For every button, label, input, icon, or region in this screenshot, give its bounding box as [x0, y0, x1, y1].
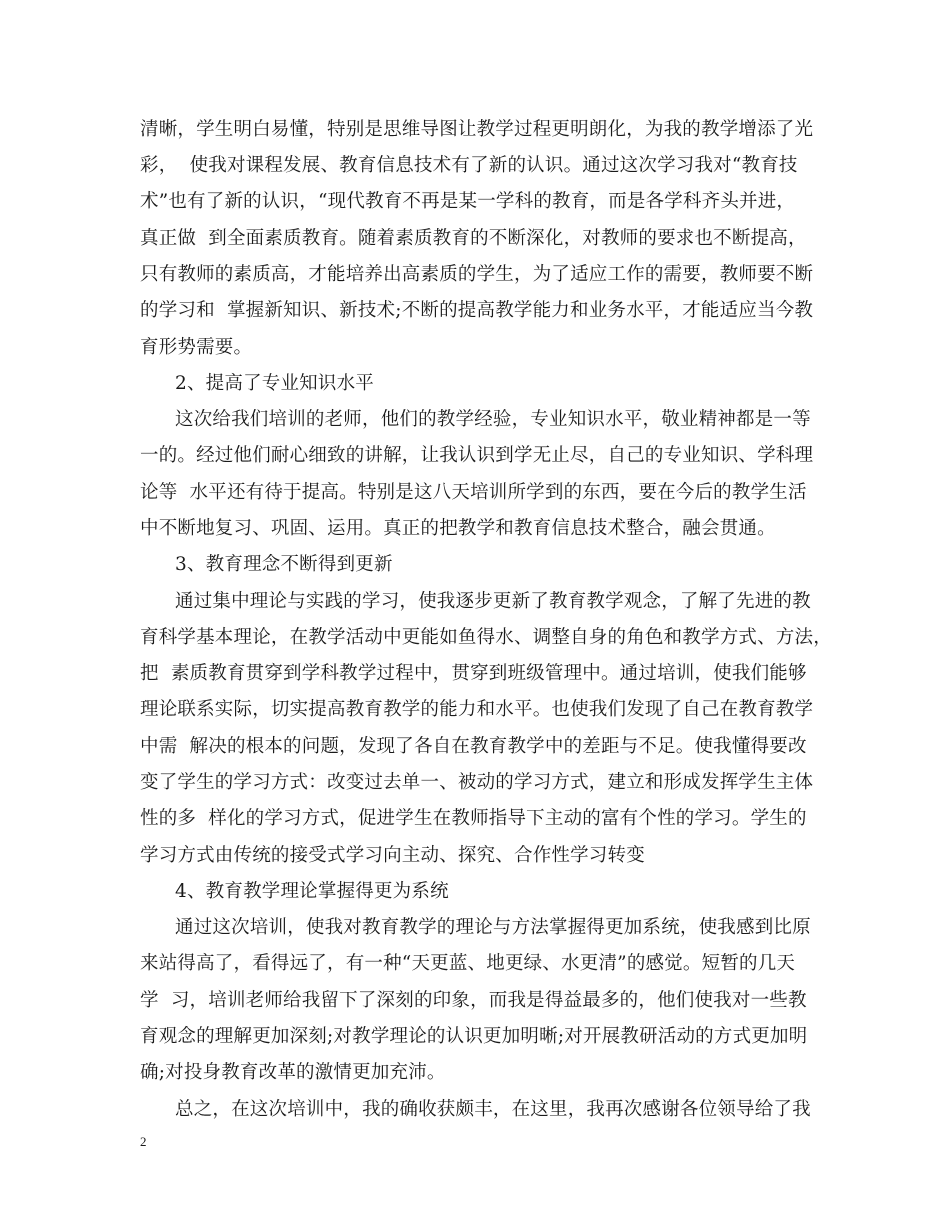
body-text-line: 把 素质教育贯穿到学科教学过程中，贯穿到班级管理中。通过培训，使我们能够 — [140, 663, 807, 684]
body-text-line: 学习方式由传统的接受式学习向主动、探究、合作性学习转变 — [140, 845, 645, 866]
paragraph-first-line: 总之，在这次培训中，我的确收获颇丰，在这里，我再次感谢各位领导给了我 — [175, 1099, 811, 1120]
body-text-line: 理论联系实际，切实提高教育教学的能力和水平。也使我们发现了自己在教育教学 — [140, 699, 814, 720]
paragraph-first-line: 通过集中理论与实践的学习，使我逐步更新了教育教学观念，了解了先进的教 — [175, 591, 811, 612]
body-text-line: 育形势需要。 — [140, 337, 253, 358]
body-text-line: 论等 水平还有待于提高。特别是这八天培训所学到的东西，要在今后的教学生活 — [140, 482, 807, 503]
body-text-line: 彩， 使我对课程发展、教育信息技术有了新的认识。通过这次学习我对“教育技 — [140, 155, 798, 176]
paragraph-first-line: 通过这次培训，使我对教育教学的理论与方法掌握得更加系统，使我感到比原 — [175, 917, 811, 938]
body-text-line: 清晰，学生明白易懂，特别是思维导图让教学过程更明朗化，为我的教学增添了光 — [140, 119, 814, 140]
body-text-line: 一的。经过他们耐心细致的讲解，让我认识到学无止尽，自己的专业知识、学科理 — [140, 445, 814, 466]
paragraph-first-line: 这次给我们培训的老师，他们的教学经验，专业知识水平，敬业精神都是一等 — [175, 409, 811, 430]
body-text-line: 只有教师的素质高，才能培养出高素质的学生，为了适应工作的需要，教师要不断 — [140, 264, 814, 285]
body-text-line: 中需 解决的根本的问题，发现了各自在教育教学中的差距与不足。使我懂得要改 — [140, 736, 807, 757]
body-text-line: 育观念的理解更加深刻;对教学理论的认识更加明晰;对开展教研活动的方式更加明 — [140, 1026, 808, 1047]
section-heading: 4、教育教学理论掌握得更为系统 — [175, 881, 449, 902]
body-text-line: 术”也有了新的认识，“现代教育不再是某一学科的教育，而是各学科齐头并进， — [140, 191, 796, 212]
body-text-line: 中不断地复习、巩固、运用。真正的把教学和教育信息技术整合，融会贯通。 — [140, 518, 776, 539]
body-text-line: 确;对投身教育改革的激情更加充沛。 — [140, 1062, 446, 1083]
body-text-line: 真正做 到全面素质教育。随着素质教育的不断深化，对教师的要求也不断提高， — [140, 228, 807, 249]
body-text-line: 来站得高了，看得远了，有一种“天更蓝、地更绿、水更清”的感觉。短暂的几天 — [140, 953, 796, 974]
section-heading: 2、提高了专业知识水平 — [175, 373, 374, 394]
body-text-line: 变了学生的学习方式：改变过去单一、被动的学习方式，建立和形成发挥学生主体 — [140, 772, 814, 793]
page-number: 2 — [140, 1134, 147, 1149]
section-heading: 3、教育理念不断得到更新 — [175, 554, 393, 575]
body-text-line: 的学习和 掌握新知识、新技术;不断的提高教学能力和业务水平，才能适应当今教 — [140, 300, 814, 321]
body-text-line: 育科学基本理论，在教学活动中更能如鱼得水、调整自身的角色和教学方式、方法， — [140, 627, 832, 648]
body-text-line: 性的多 样化的学习方式，促进学生在教师指导下主动的富有个性的学习。学生的 — [140, 808, 807, 829]
body-text-line: 学 习，培训老师给我留下了深刻的印象，而我是得益最多的，他们使我对一些教 — [140, 990, 807, 1011]
